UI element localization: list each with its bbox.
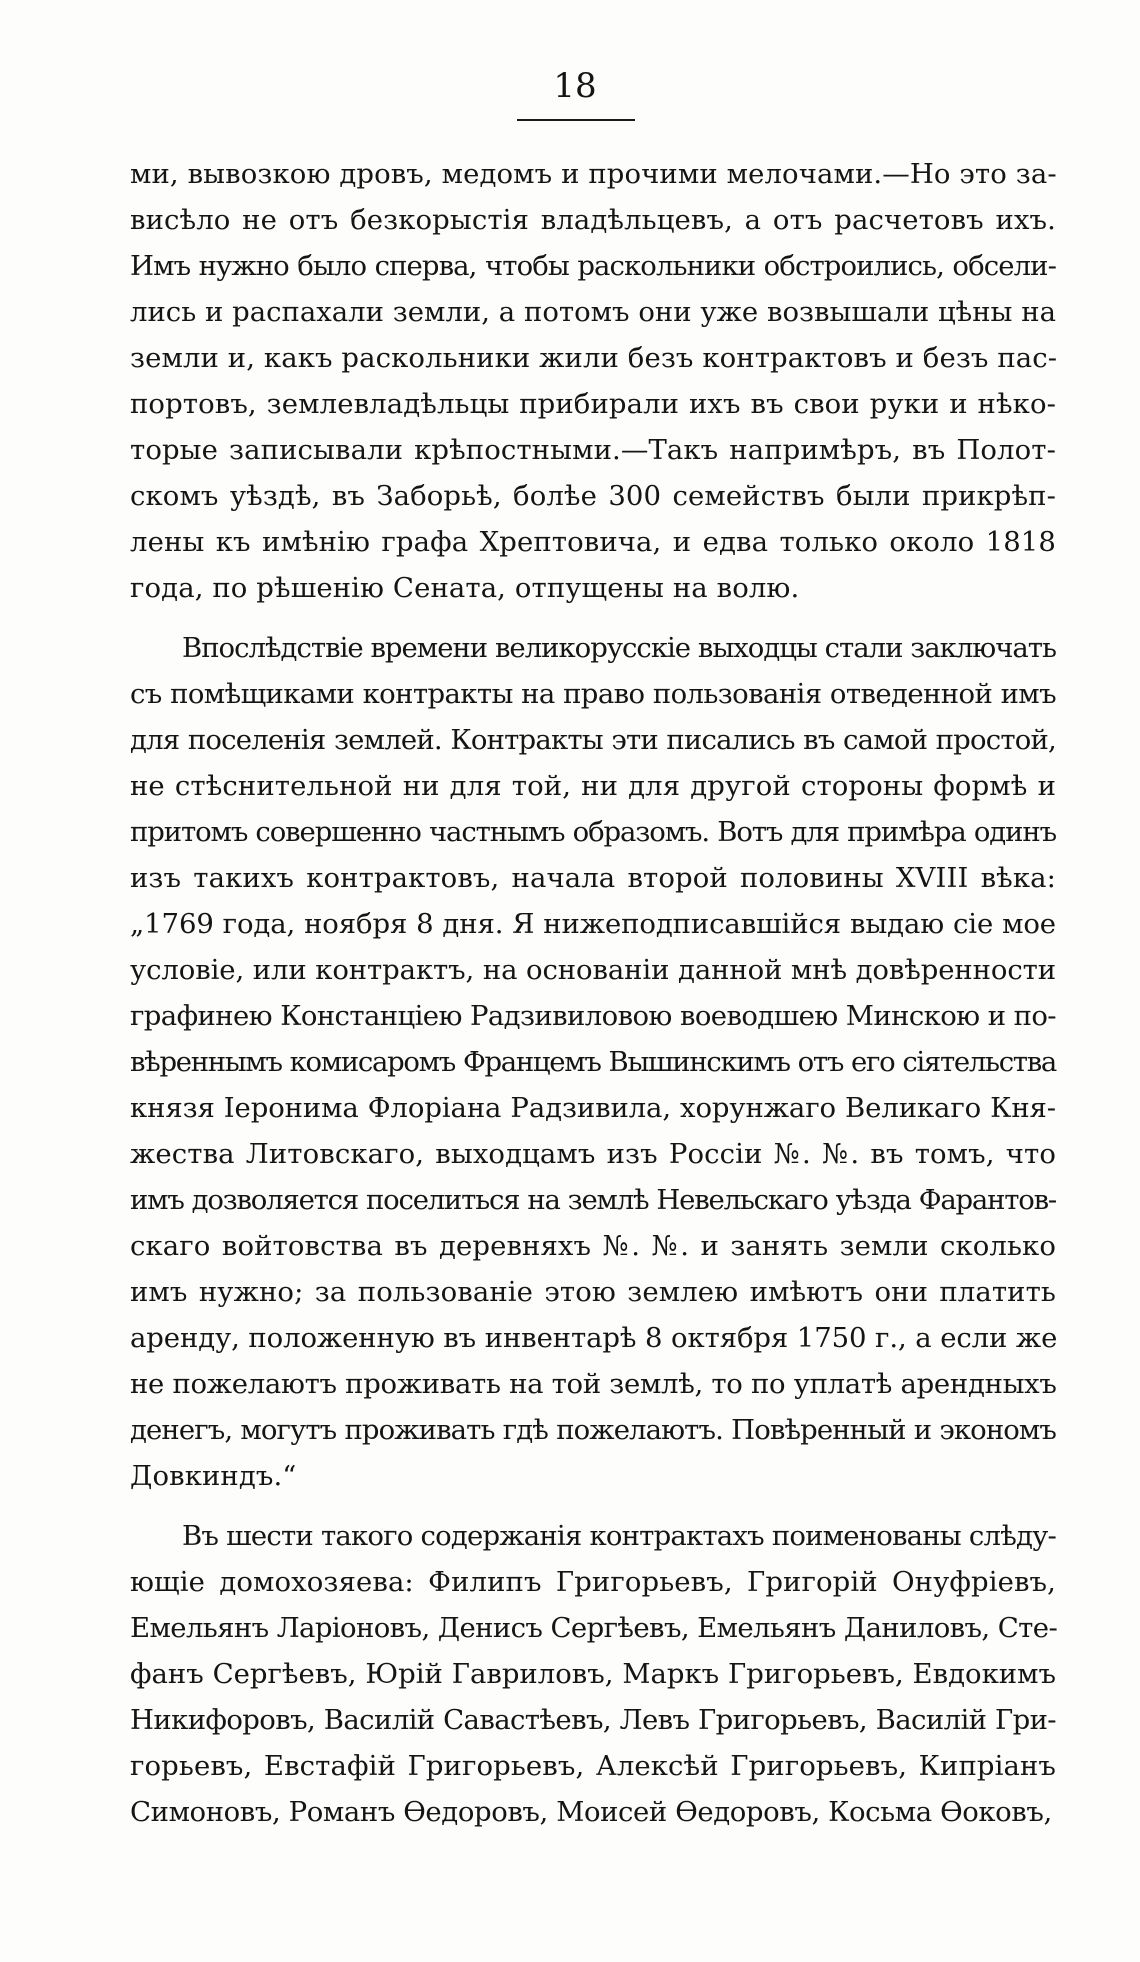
paragraph xyxy=(130,1513,1056,1835)
text-line: портовъ, землевладѣльцы прибирали ихъ въ свои руки и нѣко- xyxy=(130,388,1056,420)
text-line: для поселенія землей. Контракты эти писались въ самой простой, xyxy=(130,724,1056,756)
text-line: лены къ имѣнію графа Хрептовича, и едва только около 1818 xyxy=(130,526,1056,558)
text-line: князя Іеронима Флоріана Радзивила, хорунжаго Великаго Кня- xyxy=(130,1092,1056,1124)
text-line: Никифоровъ, Василій Савастѣевъ, Левъ Григорьевъ, Василій Гри- xyxy=(130,1704,1056,1736)
text-line: имъ нужно; за пользованіе этою землею имѣютъ они платить xyxy=(130,1276,1056,1308)
text-line: торые записывали крѣпостными.—Такъ напримѣръ, въ Полот- xyxy=(130,434,1056,466)
text-line: не стѣснительной ни для той, ни для другой стороны формѣ и xyxy=(130,770,1056,802)
text-line: ющіе домохозяева: Филипъ Григорьевъ, Григорій Онуфріевъ, xyxy=(130,1566,1056,1598)
text-line: изъ такихъ контрактовъ, начала второй половины XVIII вѣка: xyxy=(130,862,1056,894)
text-line: лись и распахали земли, а потомъ они уже возвышали цѣны на xyxy=(130,296,1056,328)
text-line: условіе, или контрактъ, на основаніи данной мнѣ довѣренности xyxy=(130,954,1056,986)
text-line: аренду, положенную въ инвентарѣ 8 октября 1750 г., а если же xyxy=(130,1322,1058,1354)
text-line: съ помѣщиками контракты на право пользованія отведенной имъ xyxy=(130,678,1056,710)
text-line: Довкиндъ.“ xyxy=(130,1460,297,1492)
text-line: не пожелаютъ проживать на той землѣ, то по уплатѣ арендныхъ xyxy=(130,1368,1057,1400)
text-line: вѣреннымъ комисаромъ Францемъ Вышинскимъ отъ его сіятельства xyxy=(130,1046,1056,1078)
text-line: года, по рѣшенію Сената, отпущены на волю. xyxy=(130,572,800,604)
text-line: „1769 года, ноября 8 дня. Я нижеподписавшійся выдаю сіе мое xyxy=(130,908,1056,940)
body-text xyxy=(130,151,1056,1849)
text-line: скомъ уѣздѣ, въ Заборьѣ, болѣе 300 семействъ были прикрѣп- xyxy=(130,480,1056,512)
page-number: 18 xyxy=(553,66,597,106)
text-line: фанъ Сергѣевъ, Юрій Гавриловъ, Маркъ Григорьевъ, Евдокимъ xyxy=(130,1658,1056,1690)
text-line: земли и, какъ раскольники жили безъ контрактовъ и безъ пас- xyxy=(130,342,1058,374)
text-line: Симоновъ, Романъ Ѳедоровъ, Моисей Ѳедоровъ, Косьма Ѳоковъ, xyxy=(130,1796,1052,1828)
text-line: притомъ совершенно частнымъ образомъ. Вотъ для примѣра одинъ xyxy=(130,816,1056,848)
text-line: денегъ, могутъ проживать гдѣ пожелаютъ. Повѣренный и экономъ xyxy=(130,1414,1056,1446)
paragraph xyxy=(130,151,1056,611)
paragraph xyxy=(130,625,1056,1499)
text-line: графинею Констанціею Радзивиловою воеводшею Минскою и по- xyxy=(130,1000,1056,1032)
text-line: горьевъ, Евстафій Григорьевъ, Алексѣй Григорьевъ, Кипріанъ xyxy=(130,1750,1056,1782)
page-number-rule xyxy=(517,119,635,121)
text-line: Емельянъ Ларіоновъ, Денисъ Сергѣевъ, Емельянъ Даниловъ, Сте- xyxy=(130,1612,1058,1644)
text-line: имъ дозволяется поселиться на землѣ Невельскаго уѣзда Фарантов- xyxy=(130,1184,1056,1216)
text-line: Въ шести такого содержанія контрактахъ поименованы слѣду- xyxy=(182,1520,1056,1552)
text-line: Имъ нужно было сперва, чтобы раскольники обстроились, обсели- xyxy=(130,250,1056,282)
text-line: жества Литовскаго, выходцамъ изъ Россіи №. №. въ томъ, что xyxy=(130,1138,1056,1170)
text-line: Впослѣдствіе времени великорусскіе выходцы стали заключать xyxy=(182,632,1056,664)
text-line: висѣло не отъ безкорыстія владѣльцевъ, а отъ расчетовъ ихъ. xyxy=(130,204,1056,236)
text-line: ми, вывозкою дровъ, медомъ и прочими мелочами.—Но это за- xyxy=(130,158,1057,190)
text-line: скаго войтовства въ деревняхъ №. №. и занять земли сколько xyxy=(130,1230,1056,1262)
